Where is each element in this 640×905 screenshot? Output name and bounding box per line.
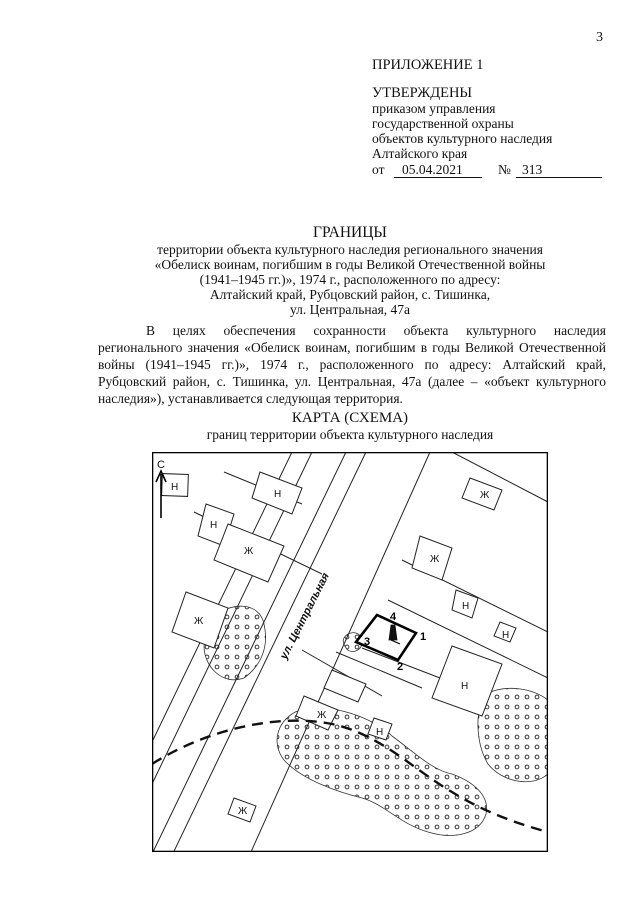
paragraph-text: В целях обеспечения сохранности объекта культурного наследия регионального значения «Обелиск воинам, погибшим в годы Великой Отечественной войны (1941–1945 гг.)», 1974 г., расположенного по адресу: Алтайский край, Рубцовский район, с. Тишинка, ул. Центральная, 47а (далее – «объект культурного наследия»), устанавливается следующая территория. — [98, 323, 606, 406]
approved-label: УТВЕРЖДЕНЫ — [372, 85, 473, 101]
label-building-n-7: Н — [376, 727, 384, 738]
document-title — [60, 224, 640, 317]
page-number: 3 — [596, 30, 603, 45]
boundary-point-4: 4 — [390, 611, 397, 623]
title-line-2: «Обелиск воинам, погибшим в годы Великой Отечественной войны — [154, 257, 546, 272]
label-building-zh-2: Ж — [194, 616, 204, 627]
label-building-n-5: Н — [502, 630, 510, 641]
site-map — [152, 452, 548, 852]
boundary-point-2: 2 — [397, 661, 404, 673]
street-label: ул. Центральная — [277, 571, 332, 662]
label-building-zh-5: Ж — [317, 710, 327, 721]
label-building-n-6: Н — [461, 681, 469, 692]
title-line-1: территории объекта культурного наследия регионального значения — [157, 242, 543, 257]
order-number: 313 — [522, 162, 543, 177]
map-title: КАРТА (СХЕМА) — [291, 410, 409, 426]
label-building-n-2: Н — [274, 489, 282, 500]
label-building-n-4: Н — [462, 601, 470, 612]
body-paragraph — [98, 322, 606, 407]
green-area-3 — [478, 688, 548, 781]
order-from-label: от — [372, 162, 385, 177]
title-line-4: Алтайский край, Рубцовский район, с. Тишинка, — [209, 287, 491, 302]
approval-line-3: объектов культурного наследия — [372, 131, 553, 146]
order-line — [372, 162, 622, 180]
approval-line-4: Алтайского края — [372, 146, 468, 161]
label-building-n-1: Н — [171, 482, 179, 493]
label-building-zh-3: Ж — [480, 490, 490, 501]
boundary-point-1: 1 — [420, 631, 427, 643]
title-heading: ГРАНИЦЫ — [313, 224, 387, 241]
label-building-zh-4: Ж — [430, 554, 440, 565]
label-building-n-3: Н — [210, 520, 218, 531]
map-subtitle: границ территории объекта культурного наследия — [206, 427, 494, 442]
boundary-point-3: 3 — [364, 636, 371, 648]
approval-line-1: приказом управления — [372, 101, 496, 116]
title-line-3: (1941–1945 гг.)», 1974 г., расположенного по адресу: — [199, 272, 501, 287]
order-number-label: № — [498, 162, 511, 177]
order-date: 05.04.2021 — [402, 162, 463, 177]
approval-block — [372, 58, 622, 180]
map-drawing — [152, 452, 548, 852]
title-line-5: ул. Центральная, 47а — [289, 302, 411, 317]
north-label: С — [157, 459, 165, 471]
label-building-zh-1: Ж — [244, 546, 254, 557]
appendix-label: ПРИЛОЖЕНИЕ 1 — [372, 57, 484, 73]
approval-line-2: государственной охраны — [372, 116, 514, 131]
label-building-zh-6: Ж — [238, 806, 248, 817]
